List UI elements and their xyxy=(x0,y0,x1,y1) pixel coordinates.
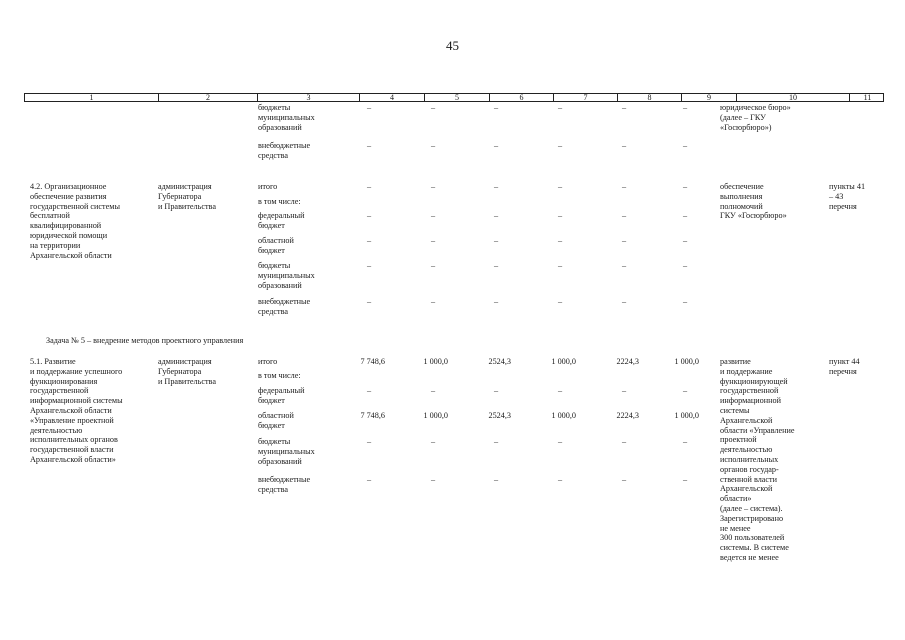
block-42-row2-col9: – xyxy=(682,211,688,220)
block-51-row3-col6: 2524,3 xyxy=(488,411,511,420)
block-51-row5-col5: – xyxy=(430,475,436,484)
block-a-row0-col7: – xyxy=(557,103,563,112)
block-51-source-5: внебюджетные средства xyxy=(258,475,311,494)
block-51-row3-col9: 1 000,0 xyxy=(674,411,699,420)
header-col-2: 2 xyxy=(158,93,257,102)
header-col-10: 10 xyxy=(736,93,849,102)
block-42-row3-col4: – xyxy=(366,236,372,245)
block-51-row2-col6: – xyxy=(493,386,499,395)
block-51-reference: пункт 44 перечня xyxy=(829,357,860,376)
block-51-row0-col9: 1 000,0 xyxy=(674,357,699,366)
task-5-heading: Задача № 5 – внедрение методов проектного управления xyxy=(46,336,244,345)
block-42-row4-col5: – xyxy=(430,261,436,270)
block-51-row2-col8: – xyxy=(621,386,627,395)
block-a-row1-col9: – xyxy=(682,141,688,150)
block-42-row5-col5: – xyxy=(430,297,436,306)
block-a-source-0: бюджеты муниципальных образований xyxy=(258,103,315,132)
block-42-row2-col4: – xyxy=(366,211,372,220)
block-42-row2-col5: – xyxy=(430,211,436,220)
block-42-row2-col6: – xyxy=(493,211,499,220)
block-51-row4-col9: – xyxy=(682,437,688,446)
block-42-row4-col8: – xyxy=(621,261,627,270)
block-51-row2-col4: – xyxy=(366,386,372,395)
block-51-row4-col8: – xyxy=(621,437,627,446)
block-42-reference: пункты 41 – 43 перечня xyxy=(829,182,866,211)
block-51-source-4: бюджеты муниципальных образований xyxy=(258,437,315,466)
block-a-row1-col4: – xyxy=(366,141,372,150)
block-51-row4-col6: – xyxy=(493,437,499,446)
block-42-row4-col7: – xyxy=(557,261,563,270)
block-a-row1-col8: – xyxy=(621,141,627,150)
block-51-source-1: в том числе: xyxy=(258,371,301,380)
block-51-row5-col4: – xyxy=(366,475,372,484)
block-51-row3-col8: 2224,3 xyxy=(616,411,639,420)
block-42-row2-col7: – xyxy=(557,211,563,220)
block-42-source-1: в том числе: xyxy=(258,197,301,206)
block-51-row0-col7: 1 000,0 xyxy=(551,357,576,366)
block-42-row5-col8: – xyxy=(621,297,627,306)
block-42-row0-col8: – xyxy=(621,182,627,191)
block-42-row5-col9: – xyxy=(682,297,688,306)
block-51-row0-col4: 7 748,6 xyxy=(360,357,385,366)
block-51-source-0: итого xyxy=(258,357,278,366)
block-51-executor: администрация Губернатора и Правительства xyxy=(158,357,216,386)
page-number: 45 xyxy=(446,38,459,53)
block-51-row3-col5: 1 000,0 xyxy=(423,411,448,420)
block-42-row3-col9: – xyxy=(682,236,688,245)
block-42-row3-col8: – xyxy=(621,236,627,245)
block-51-row4-col7: – xyxy=(557,437,563,446)
block-42-source-5: внебюджетные средства xyxy=(258,297,311,316)
header-col-11: 11 xyxy=(849,93,885,102)
block-42-row0-col6: – xyxy=(493,182,499,191)
header-col-7: 7 xyxy=(553,93,617,102)
header-col-3: 3 xyxy=(257,93,359,102)
block-42-row3-col7: – xyxy=(557,236,563,245)
block-a-row0-col4: – xyxy=(366,103,372,112)
block-51-row5-col7: – xyxy=(557,475,563,484)
block-51-row4-col5: – xyxy=(430,437,436,446)
block-51-row2-col7: – xyxy=(557,386,563,395)
block-51-row5-col9: – xyxy=(682,475,688,484)
block-51-row0-col8: 2224,3 xyxy=(616,357,639,366)
block-42-row0-col9: – xyxy=(682,182,688,191)
block-42-row3-col6: – xyxy=(493,236,499,245)
block-42-row4-col9: – xyxy=(682,261,688,270)
block-42-row4-col4: – xyxy=(366,261,372,270)
header-col-6: 6 xyxy=(489,93,553,102)
block-51-row0-col5: 1 000,0 xyxy=(423,357,448,366)
block-a-row1-col6: – xyxy=(493,141,499,150)
block-42-row0-col7: – xyxy=(557,182,563,191)
block-51-row0-col6: 2524,3 xyxy=(488,357,511,366)
block-51-row2-col5: – xyxy=(430,386,436,395)
block-42-name: 4.2. Организационное обеспечение развития государственной системы бесплатной квалифицированной юридической помощи на территории Архангельской области xyxy=(30,182,120,260)
block-42-executor: администрация Губернатора и Правительства xyxy=(158,182,216,211)
block-42-row2-col8: – xyxy=(621,211,627,220)
block-a-row1-col7: – xyxy=(557,141,563,150)
block-42-row0-col4: – xyxy=(366,182,372,191)
block-a-source-1: внебюджетные средства xyxy=(258,141,311,160)
block-42-row3-col5: – xyxy=(430,236,436,245)
header-col-4: 4 xyxy=(359,93,424,102)
block-51-row4-col4: – xyxy=(366,437,372,446)
block-a-result: юридическое бюро» (далее – ГКУ «Госюрбюро») xyxy=(720,103,791,132)
block-42-row5-col7: – xyxy=(557,297,563,306)
block-51-name: 5.1. Развитие и поддержание успешного функционирования государственной информационной системы Архангельской области «Управление проектной деятельностью исполнительных органов государственной власти Архангельской области» xyxy=(30,357,123,464)
block-42-source-2: федеральный бюджет xyxy=(258,211,305,230)
block-42-row0-col5: – xyxy=(430,182,436,191)
block-51-result: развитие и поддержание функционирующей государственной информационной системы Архангельской области «Управление проектной деятельностью исполнительных органов государ- ственной власти Архангельской области» (далее – система). Зарегистрировано не менее 300 пользователей системы. В системе ведется не менее xyxy=(720,357,795,562)
block-42-source-4: бюджеты муниципальных образований xyxy=(258,261,315,290)
block-a-row0-col5: – xyxy=(430,103,436,112)
block-51-row5-col8: – xyxy=(621,475,627,484)
block-42-row5-col6: – xyxy=(493,297,499,306)
header-col-8: 8 xyxy=(617,93,681,102)
block-51-row2-col9: – xyxy=(682,386,688,395)
block-51-row3-col7: 1 000,0 xyxy=(551,411,576,420)
header-col-9: 9 xyxy=(681,93,736,102)
block-a-row0-col9: – xyxy=(682,103,688,112)
block-42-source-0: итого xyxy=(258,182,278,191)
block-42-row4-col6: – xyxy=(493,261,499,270)
table-header-row xyxy=(24,93,884,102)
block-42-result: обеспечение выполнения полномочий ГКУ «Госюрбюро» xyxy=(720,182,787,221)
block-42-source-3: областной бюджет xyxy=(258,236,294,255)
block-51-row3-col4: 7 748,6 xyxy=(360,411,385,420)
block-51-source-3: областной бюджет xyxy=(258,411,294,430)
block-51-source-2: федеральный бюджет xyxy=(258,386,305,405)
block-51-row5-col6: – xyxy=(493,475,499,484)
header-col-5: 5 xyxy=(424,93,489,102)
block-a-row0-col6: – xyxy=(493,103,499,112)
header-col-1: 1 xyxy=(89,93,94,102)
block-a-row0-col8: – xyxy=(621,103,627,112)
block-42-row5-col4: – xyxy=(366,297,372,306)
block-a-row1-col5: – xyxy=(430,141,436,150)
